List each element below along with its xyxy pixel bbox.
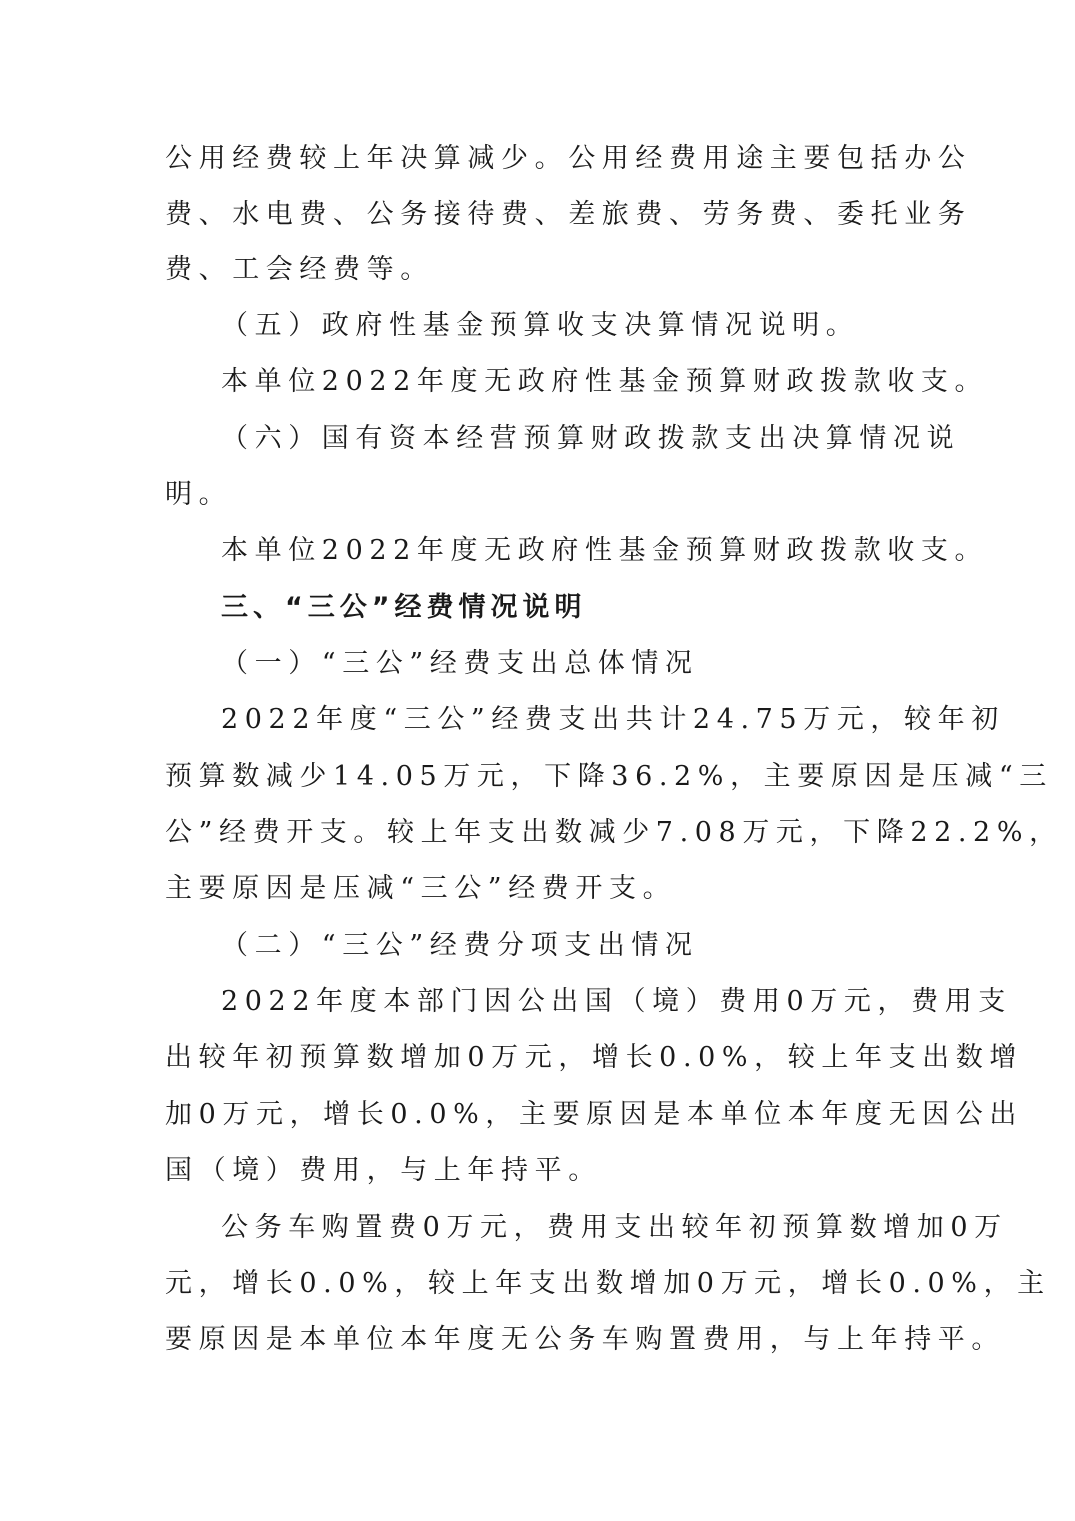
paragraph-line: 公务车购置费0万元，费用支出较年初预算数增加0万 — [221, 1212, 1008, 1243]
paragraph-line: 国（境）费用，与上年持平。 — [165, 1155, 602, 1186]
section-heading-6: （六）国有资本经营预算财政拨款支出决算情况说 — [221, 423, 961, 454]
paragraph-line: 预算数减少14.05万元，下降36.2%，主要原因是压减“三 — [165, 761, 1053, 792]
paragraph-line: 公”经费开支。较上年支出数减少7.08万元，下降22.2%， — [165, 817, 1063, 848]
paragraph-line: 2022年度“三公”经费支出共计24.75万元，较年初 — [221, 704, 1005, 735]
paragraph-line: 费、水电费、公务接待费、差旅费、劳务费、委托业务 — [165, 199, 972, 230]
paragraph-line: 元，增长0.0%，较上年支出数增加0万元，增长0.0%，主 — [165, 1268, 1051, 1299]
chapter-heading-3: 三、“三公”经费情况说明 — [221, 592, 587, 623]
section-heading-6-cont: 明。 — [165, 479, 233, 510]
paragraph-line: 公用经费较上年决算减少。公用经费用途主要包括办公 — [165, 143, 972, 174]
paragraph-line: 出较年初预算数增加0万元，增长0.0%，较上年支出数增 — [165, 1042, 1023, 1073]
paragraph-line: 要原因是本单位本年度无公务车购置费用，与上年持平。 — [165, 1324, 1005, 1355]
paragraph-line: 主要原因是压减“三公”经费开支。 — [165, 873, 677, 904]
paragraph-line: 加0万元，增长0.0%，主要原因是本单位本年度无因公出 — [165, 1099, 1023, 1130]
paragraph-line: 本单位2022年度无政府性基金预算财政拨款收支。 — [221, 535, 989, 566]
section-heading-2: （二）“三公”经费分项支出情况 — [221, 930, 699, 961]
paragraph-line: 2022年度本部门因公出国（境）费用0万元，费用支 — [221, 986, 1012, 1017]
paragraph-line: 本单位2022年度无政府性基金预算财政拨款收支。 — [221, 366, 989, 397]
section-heading-5: （五）政府性基金预算收支决算情况说明。 — [221, 310, 860, 341]
section-heading-1: （一）“三公”经费支出总体情况 — [221, 648, 699, 679]
paragraph-line: 费、工会经费等。 — [165, 254, 434, 285]
